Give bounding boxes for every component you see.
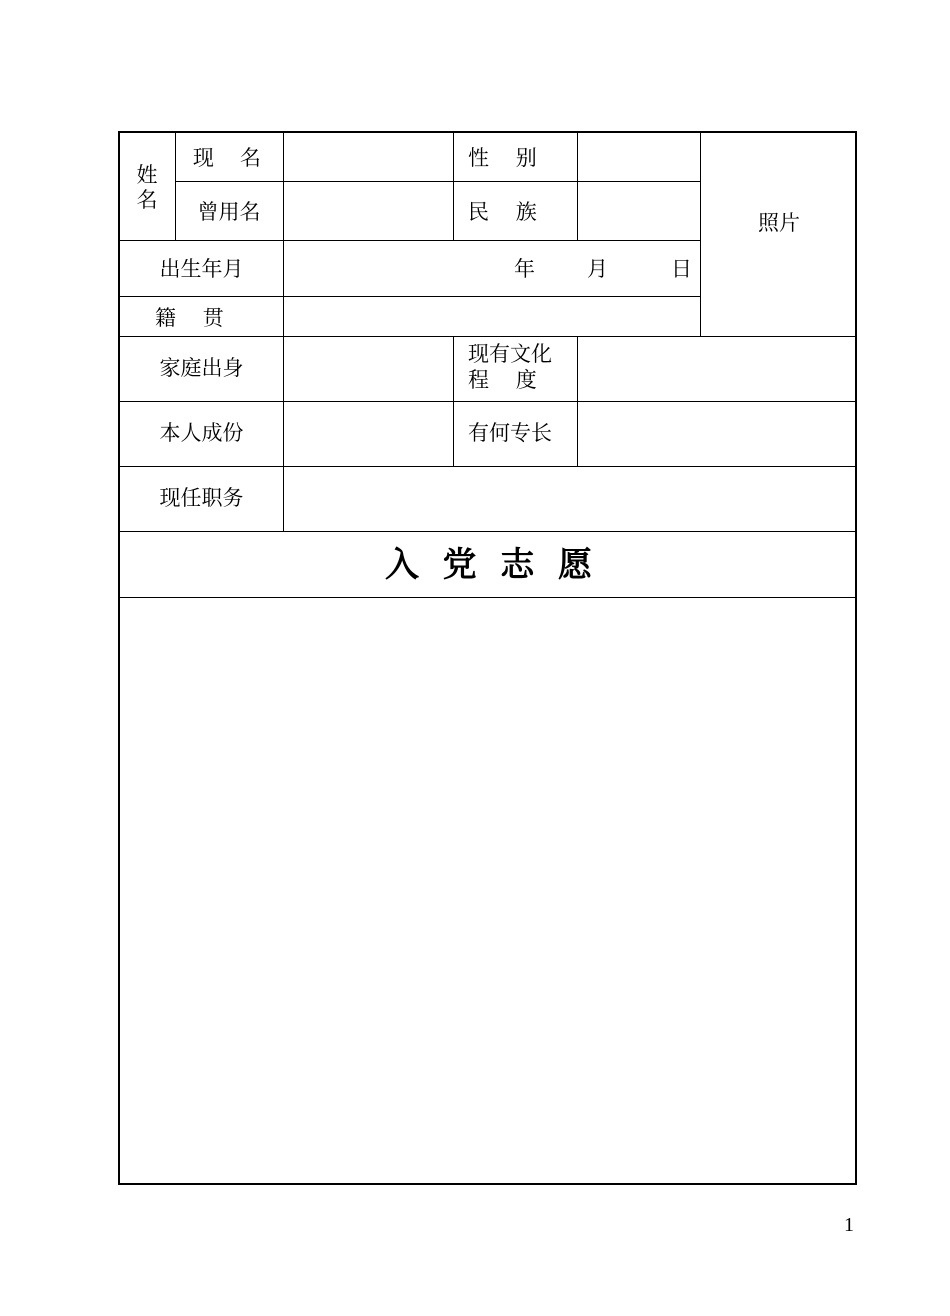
former-name-label: 曾用名	[197, 200, 261, 224]
current-name-label: 现 名	[192, 146, 266, 170]
divider	[453, 133, 454, 241]
education-field[interactable]	[578, 337, 857, 401]
application-statement-area[interactable]	[120, 598, 857, 1183]
specialty-label: 有何专长	[468, 421, 552, 445]
education-label-line2: 程 度	[468, 368, 537, 392]
gender-field[interactable]	[578, 133, 700, 181]
application-form	[118, 131, 857, 1185]
current-position-label: 现任职务	[159, 486, 244, 510]
divider	[700, 133, 701, 337]
day-label: 日	[671, 257, 692, 281]
native-place-field[interactable]	[284, 296, 700, 336]
family-background-label: 家庭出身	[159, 356, 244, 380]
name-group-label: 姓名	[136, 163, 158, 212]
photo-placeholder[interactable]: 照片	[758, 211, 800, 235]
specialty-field[interactable]	[578, 402, 857, 466]
gender-label: 性 别	[468, 146, 537, 170]
current-position-field[interactable]	[284, 467, 857, 531]
ethnicity-label: 民 族	[468, 200, 537, 224]
page-number: 1	[844, 1214, 854, 1236]
birth-date-field[interactable]	[284, 240, 700, 296]
personal-status-label: 本人成份	[159, 421, 244, 445]
month-label: 月	[587, 257, 608, 281]
native-place-label: 籍 贯	[155, 306, 224, 330]
current-name-field[interactable]	[283, 133, 453, 181]
personal-status-field[interactable]	[284, 402, 453, 466]
ethnicity-field[interactable]	[578, 181, 700, 240]
family-background-field[interactable]	[284, 337, 453, 401]
year-label: 年	[514, 257, 535, 281]
divider	[120, 531, 857, 532]
education-label-line1: 现有文化	[468, 342, 552, 366]
former-name-field[interactable]	[283, 181, 453, 240]
section-title: 入 党 志 愿	[384, 545, 593, 585]
birth-date-label: 出生年月	[159, 257, 244, 281]
divider	[453, 336, 454, 466]
